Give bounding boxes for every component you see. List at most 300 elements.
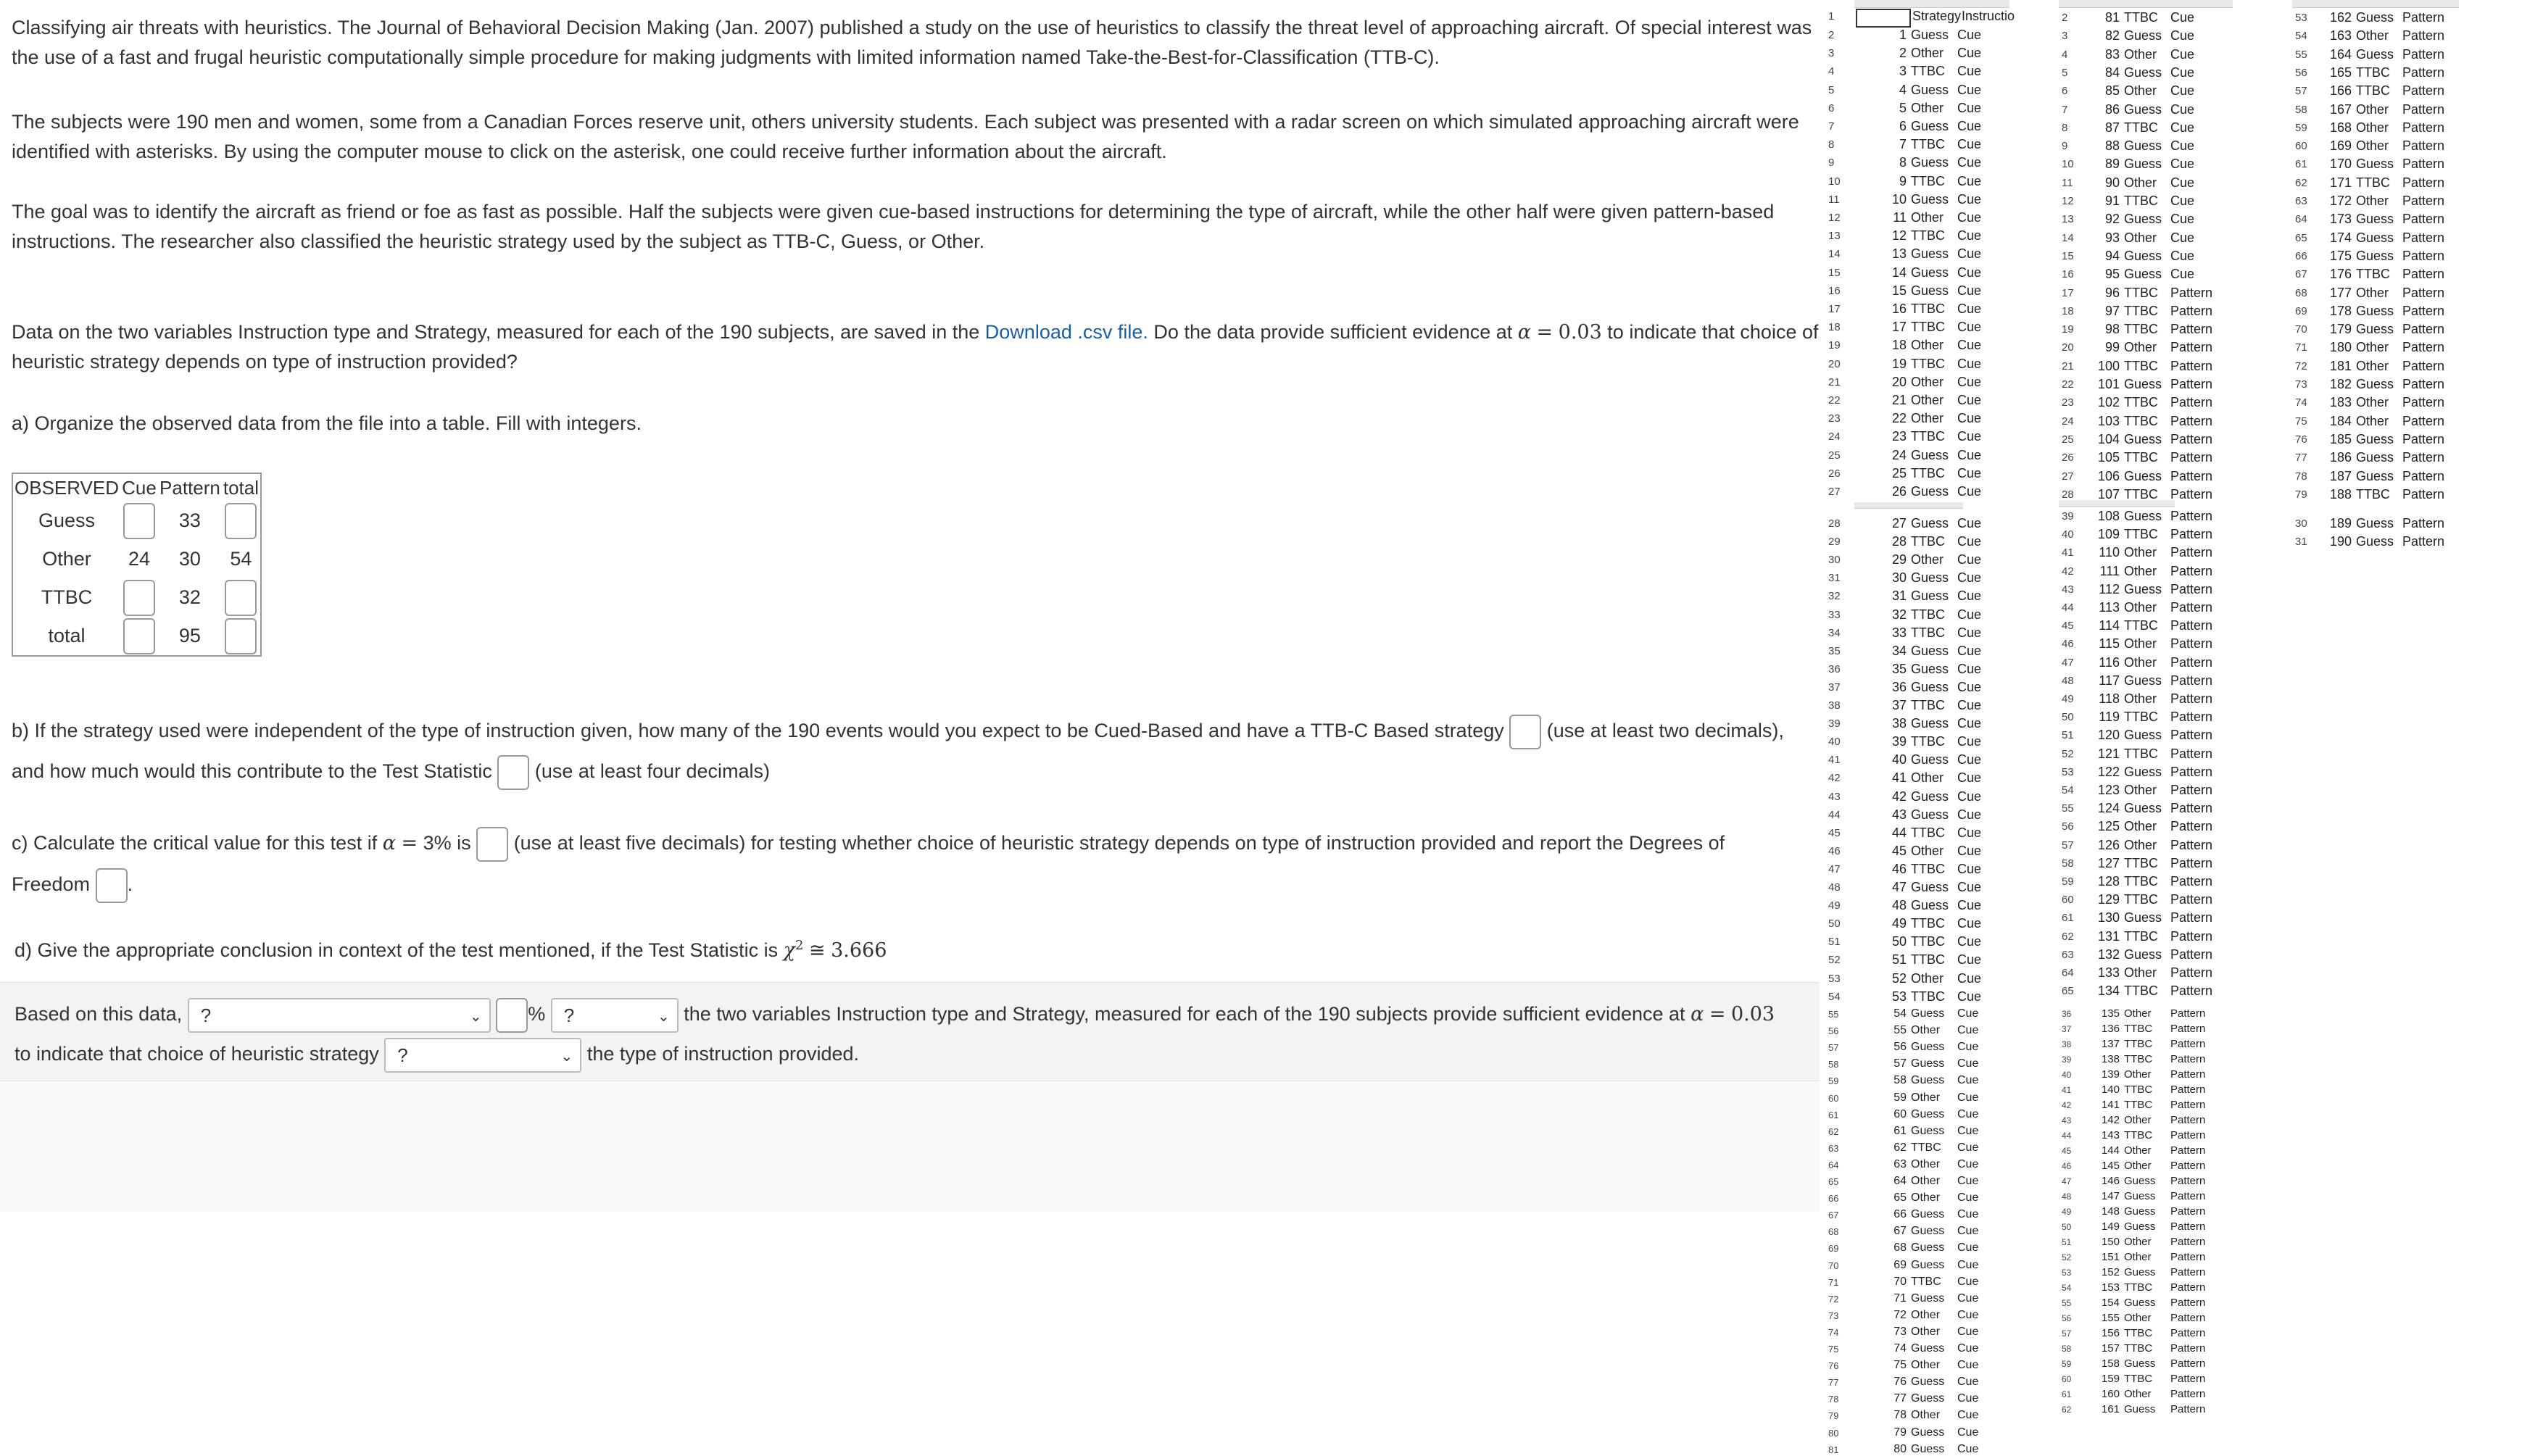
sheet-strategy: Guess (2124, 248, 2162, 263)
cell-value: 33 (178, 509, 201, 531)
sheet-id: 129 (2097, 892, 2120, 907)
sheet-strategy: Guess (2124, 1175, 2156, 1187)
sheet-instruction: Cue (1957, 1091, 1979, 1104)
sheet-strategy: Other (1911, 1409, 1941, 1422)
sheet-instruction: Pattern (2170, 892, 2213, 907)
expected-count-input[interactable] (1509, 715, 1541, 749)
percent-input[interactable] (496, 998, 528, 1033)
sheet-instruction: Cue (1957, 1074, 1979, 1087)
sheet-id: 23 (1891, 429, 1907, 444)
sheet-strategy: Guess (1911, 679, 1949, 694)
sheet-instruction: Cue (1957, 679, 1982, 694)
sheet-id: 7 (1899, 137, 1907, 152)
sheet-strategy: Guess (1911, 752, 1949, 767)
sheet-strategy: TTBC (2124, 1281, 2153, 1294)
sheet-id: 60 (1893, 1107, 1907, 1120)
row-number: 54 (2295, 30, 2307, 43)
row-number: 54 (1828, 990, 1841, 1003)
row-number: 47 (2062, 656, 2074, 669)
sheet-id: 161 (2101, 1403, 2120, 1415)
sheet-id: 147 (2101, 1190, 2120, 1202)
sheet-strategy: Guess (1911, 1426, 1945, 1439)
sheet-instruction: Cue (1957, 484, 1982, 499)
sheet-strategy: TTBC (2124, 928, 2158, 944)
row-number: 46 (2062, 638, 2074, 651)
sheet-strategy: Other (2124, 819, 2157, 834)
sheet-id: 159 (2101, 1373, 2120, 1385)
row-number: 45 (1828, 826, 1841, 839)
sheet-instruction: Pattern (2170, 1160, 2206, 1172)
sheet-id: 42 (1891, 789, 1907, 804)
observed-table (12, 473, 262, 657)
sheet-id: 35 (1891, 661, 1907, 676)
sheet-strategy: Guess (1911, 516, 1949, 531)
sheet-id: 4 (1899, 82, 1907, 97)
row-number: 34 (1828, 626, 1841, 639)
sheet-strategy: TTBC (2124, 395, 2158, 410)
sheet-id: 166 (2329, 83, 2352, 99)
sheet-instruction: Cue (2170, 230, 2195, 245)
sheet-strategy: Guess (2124, 267, 2162, 282)
sheet-strategy: Guess (2124, 65, 2162, 80)
sheet-strategy: Guess (2124, 431, 2162, 446)
sheet-id: 103 (2097, 413, 2120, 428)
sheet-instruction: Cue (1957, 1426, 1979, 1439)
sheet-strategy: Guess (1911, 1241, 1945, 1255)
row-number: 13 (1828, 230, 1841, 243)
sheet-strategy: Guess (1911, 1007, 1945, 1020)
sheet-id: 135 (2101, 1007, 2120, 1020)
sheet-id: 79 (1893, 1426, 1907, 1439)
sheet-instruction: Pattern (2170, 600, 2213, 615)
sheet-strategy: TTBC (1911, 625, 1945, 640)
sheet-strategy: Other (1911, 411, 1944, 426)
sheet-strategy: TTBC (1911, 534, 1945, 549)
sheet-strategy: Guess (2356, 212, 2394, 227)
sheet-id: 187 (2329, 468, 2352, 483)
sheet-instruction: Pattern (2402, 230, 2445, 245)
dependence-select[interactable]: ? ⌄ (384, 1038, 581, 1073)
sheet-id: 54 (1893, 1007, 1907, 1020)
sheet-strategy: TTBC (2124, 710, 2158, 725)
sheet-id: 112 (2099, 581, 2120, 596)
sheet-id: 34 (1891, 643, 1907, 658)
sheet-instruction: Pattern (2402, 175, 2445, 190)
row-number: 70 (1828, 1260, 1839, 1271)
ttbc-cue-input[interactable] (123, 580, 155, 616)
sheet-instruction: Pattern (2170, 1205, 2206, 1218)
row-number: 59 (2295, 121, 2307, 134)
blank-band (0, 1081, 1834, 1212)
sheet-instruction: Pattern (2170, 1129, 2206, 1141)
sheet-id: 138 (2101, 1053, 2120, 1065)
row-number: 14 (1828, 248, 1841, 261)
sheet-strategy: TTBC (1911, 173, 1945, 188)
sheet-id: 80 (1893, 1442, 1907, 1455)
row-number: 9 (1828, 157, 1835, 170)
sheet-id: 126 (2097, 837, 2120, 852)
sheet-strategy: Guess (2124, 509, 2162, 523)
sheet-strategy: TTBC (2124, 194, 2158, 208)
sheet-instruction: Cue (1957, 970, 1982, 986)
sheet-strategy: Other (2124, 340, 2157, 355)
row-number: 36 (2062, 1009, 2072, 1019)
row-number: 4 (1828, 65, 1835, 78)
sheet-strategy: Other (1911, 970, 1944, 986)
row-number: 67 (2295, 268, 2307, 281)
sheet-id: 139 (2101, 1068, 2120, 1081)
sheet-strategy: Guess (2124, 947, 2162, 962)
sheet-id: 55 (1893, 1024, 1907, 1037)
sheet-instruction: Pattern (2402, 194, 2445, 208)
sheet-instruction: Cue (1957, 643, 1982, 658)
sheet-instruction: Pattern (2170, 1175, 2206, 1187)
sheet-instruction: Pattern (2170, 1357, 2206, 1370)
row-number: 58 (2062, 1344, 2072, 1354)
row-number: 40 (1828, 736, 1841, 749)
sheet-instruction: Cue (1957, 625, 1982, 640)
sheet-id: 59 (1893, 1091, 1907, 1104)
sheet-id: 131 (2097, 928, 2120, 944)
sheet-instruction: Pattern (2402, 413, 2445, 428)
sheet-instruction: Pattern (2170, 1007, 2206, 1020)
sheet-strategy: Guess (1911, 588, 1949, 604)
sheet-instruction: Pattern (2402, 65, 2445, 80)
sheet-strategy: Guess (2124, 673, 2162, 688)
sheet-strategy: Other (2356, 138, 2389, 154)
row-number: 60 (1828, 1092, 1839, 1104)
row-number: 64 (1828, 1159, 1839, 1170)
sheet-strategy: Guess (2124, 1220, 2156, 1233)
sheet-strategy: Guess (1911, 789, 1949, 804)
sheet-id: 48 (1891, 898, 1907, 913)
sheet-id: 102 (2097, 395, 2120, 410)
sheet-id: 107 (2097, 486, 2120, 502)
sheet-strategy: Other (1911, 210, 1944, 225)
sheet-instruction: Cue (2170, 175, 2195, 190)
row-number: 81 (1828, 1444, 1839, 1455)
sheet-id: 14 (1891, 265, 1907, 280)
sheet-id: 141 (2101, 1099, 2120, 1111)
sheet-id: 58 (1893, 1074, 1907, 1087)
sheet-instruction: Cue (2170, 65, 2195, 80)
row-number: 52 (2062, 1252, 2072, 1262)
row-number: 26 (2062, 452, 2074, 465)
sheet-id: 185 (2329, 431, 2352, 446)
row-number: 49 (2062, 693, 2074, 705)
row-number: 15 (2062, 249, 2074, 262)
sheet-id: 31 (1891, 588, 1907, 604)
sheet-id: 36 (1891, 679, 1907, 694)
row-number: 62 (2062, 930, 2074, 943)
sheet-instruction: Pattern (2402, 267, 2445, 282)
sheet-instruction: Cue (2170, 194, 2195, 208)
sheet-strategy: Guess (1911, 191, 1949, 207)
sheet-instruction: Pattern (2402, 28, 2445, 43)
sheet-id: 167 (2329, 101, 2352, 117)
sheet-id: 117 (2099, 673, 2120, 688)
ttbc-total-input[interactable] (225, 580, 257, 616)
row-number: 5 (1828, 83, 1835, 96)
sheet-id: 46 (1891, 861, 1907, 876)
row-number: 28 (1828, 517, 1841, 530)
row-number: 51 (2062, 729, 2074, 742)
row-number: 42 (1828, 772, 1841, 785)
sheet-instruction: Cue (1957, 770, 1982, 786)
sheet-strategy: TTBC (1911, 137, 1945, 152)
total-cue-input[interactable] (123, 618, 155, 654)
sheet-instruction: Cue (1957, 825, 1982, 840)
sheet-strategy: Guess (2124, 138, 2162, 154)
sheet-instruction: Cue (1957, 807, 1982, 822)
sheet-strategy: Guess (1911, 283, 1949, 298)
sheet-instruction: Cue (1957, 137, 1982, 152)
sheet-id: 156 (2101, 1327, 2120, 1339)
sheet-strategy: Other (2124, 1388, 2152, 1400)
sheet-instruction: Cue (1957, 1291, 1979, 1305)
sheet-id: 110 (2099, 545, 2120, 560)
download-csv-link[interactable]: Download .csv file. (984, 321, 1148, 343)
row-number: 61 (1828, 1109, 1839, 1120)
cell-value: 30 (178, 548, 201, 570)
row-number: 63 (2295, 195, 2307, 207)
sheet-id: 128 (2097, 874, 2120, 889)
sheet-strategy: TTBC (2124, 1038, 2153, 1050)
cell-value: 95 (178, 625, 201, 646)
row-number: 56 (1828, 1026, 1839, 1037)
sheet-id: 10 (1891, 191, 1907, 207)
sheet-id: 120 (2097, 728, 2120, 743)
row-number: 18 (2062, 304, 2074, 317)
sheet-id: 104 (2097, 431, 2120, 446)
sheet-id: 51 (1891, 952, 1907, 968)
row-number: 39 (2062, 1054, 2072, 1065)
sheet-strategy: Other (1911, 1325, 1941, 1338)
sheet-instruction: Pattern (2170, 983, 2213, 999)
sheet-id: 180 (2329, 340, 2352, 355)
row-number: 42 (2062, 565, 2074, 578)
column-header-bar (2292, 0, 2459, 8)
sheet-instruction: Cue (2170, 267, 2195, 282)
guess-total-input[interactable] (225, 503, 257, 539)
sheet-id: 94 (2104, 248, 2120, 263)
sheet-instruction: Pattern (2170, 450, 2213, 465)
sheet-id: 27 (1891, 516, 1907, 531)
sheet-id: 149 (2101, 1220, 2120, 1233)
sheet-instruction: Cue (1957, 1157, 1979, 1170)
sheet-id: 75 (1893, 1359, 1907, 1372)
row-number: 52 (2062, 747, 2074, 760)
row-number: 65 (1828, 1176, 1839, 1187)
sheet-instruction: Cue (1957, 843, 1982, 858)
sheet-instruction: Pattern (2170, 431, 2213, 446)
sheet-id: 86 (2104, 101, 2120, 117)
sheet-instruction: Cue (1957, 447, 1982, 462)
sheet-instruction: Cue (1957, 1107, 1979, 1120)
row-number: 19 (1828, 339, 1841, 352)
sheet-id: 115 (2099, 636, 2120, 652)
sheet-strategy: Guess (1911, 898, 1949, 913)
critical-value-input[interactable] (476, 827, 508, 862)
sheet-strategy: Guess (1911, 1041, 1945, 1054)
sheet-strategy: TTBC (2124, 358, 2158, 373)
sheet-id: 111 (2099, 563, 2120, 578)
row-number: 58 (2062, 857, 2074, 870)
sheet-instruction: Cue (1957, 411, 1982, 426)
sheet-id: 90 (2104, 175, 2120, 190)
sheet-instruction: Cue (1957, 1007, 1979, 1020)
sheet-instruction: Pattern (2402, 10, 2445, 25)
sheet-strategy: TTBC (1911, 934, 1945, 949)
sheet-instruction: Cue (1957, 1342, 1979, 1355)
sheet-strategy: TTBC (2356, 65, 2390, 80)
sheet-instruction: Cue (1957, 191, 1982, 207)
sheet-instruction: Pattern (2402, 340, 2445, 355)
sheet-instruction: Cue (1957, 1191, 1979, 1205)
sheet-instruction: Pattern (2170, 1312, 2206, 1324)
row-number: 7 (1828, 120, 1835, 133)
sheet-instruction: Cue (1957, 1175, 1979, 1187)
guess-cue-input[interactable] (123, 503, 155, 539)
sheet-id: 19 (1891, 356, 1907, 371)
sheet-instruction: Cue (1957, 82, 1982, 97)
row-number: 66 (2295, 249, 2307, 262)
sheet-id: 91 (2104, 194, 2120, 208)
sheet-strategy: TTBC (2356, 83, 2390, 99)
sheet-id: 136 (2101, 1023, 2120, 1035)
sheet-id: 11 (1893, 210, 1907, 225)
reject-select[interactable]: ? ⌄ (188, 998, 491, 1033)
sufficiency-select[interactable]: ? ⌄ (551, 998, 679, 1033)
sheet-instruction: Pattern (2170, 1083, 2206, 1096)
sheet-strategy: Guess (2356, 450, 2394, 465)
sheet-instruction: Pattern (2170, 1342, 2206, 1355)
row-number: 68 (1828, 1226, 1839, 1238)
sheet-instruction: Pattern (2402, 322, 2445, 337)
sheet-id: 146 (2101, 1175, 2120, 1187)
row-number: 42 (2062, 1100, 2072, 1110)
sheet-instruction: Pattern (2402, 285, 2445, 300)
row-number: 30 (2295, 517, 2307, 530)
sheet-instruction: Cue (1957, 1359, 1979, 1372)
selected-cell (1856, 9, 1911, 28)
row-number: 29 (1828, 536, 1841, 549)
row-number: 16 (2062, 268, 2074, 281)
sheet-id: 20 (1891, 374, 1907, 389)
row-number: 54 (2062, 784, 2074, 796)
sheet-strategy: Other (2356, 285, 2389, 300)
sheet-strategy: TTBC (1911, 356, 1945, 371)
sheet-id: 186 (2329, 450, 2352, 465)
sheet-id: 174 (2329, 230, 2352, 245)
sheet-id: 41 (1891, 770, 1907, 786)
sheet-instruction: Pattern (2170, 413, 2213, 428)
sheet-instruction: Pattern (2170, 837, 2213, 852)
sheet-instruction: Cue (2170, 46, 2195, 62)
grand-total-input[interactable] (225, 618, 257, 654)
sheet-strategy: Guess (2356, 303, 2394, 318)
sheet-instruction: Pattern (2170, 1190, 2206, 1202)
sheet-instruction: Pattern (2402, 101, 2445, 117)
sheet-id: 173 (2329, 212, 2352, 227)
sheet-instruction: Cue (1957, 1024, 1979, 1037)
row-label: TTBC (41, 586, 93, 608)
sheet-strategy: TTBC (1911, 916, 1945, 931)
sheet-strategy: TTBC (1911, 228, 1945, 244)
sheet-instruction: Pattern (2402, 138, 2445, 154)
part-b-text: b) If the strategy used were independent of the type of instruction given, how many of the 190 events would you expect to be Cued-Based and have a TTB-C Based strategy (use at least two decimals), and how much would this contribute to the Test Statistic (use at least four decimals) (12, 710, 1831, 791)
row-number: 77 (1828, 1377, 1839, 1389)
sheet-strategy: Other (2124, 1114, 2152, 1126)
sheet-instruction: Pattern (2402, 395, 2445, 410)
sheet-id: 175 (2329, 248, 2352, 263)
row-number: 60 (2295, 140, 2307, 153)
row-number: 10 (2062, 158, 2074, 171)
sheet-strategy: Other (1911, 1359, 1941, 1372)
row-number: 69 (2295, 304, 2307, 317)
sheet-strategy: Other (2124, 600, 2157, 615)
sheet-strategy: TTBC (2124, 1342, 2153, 1355)
sheet-strategy: TTBC (1911, 465, 1945, 481)
sheet-strategy: Guess (2124, 157, 2162, 172)
row-number: 46 (2062, 1161, 2072, 1171)
sheet-instruction: Cue (1957, 989, 1982, 1004)
header-instruction: Instructio (1962, 9, 2015, 23)
sheet-instruction: Cue (1957, 356, 1982, 371)
sheet-id: 158 (2101, 1357, 2120, 1370)
sheet-strategy: Guess (1911, 1258, 1945, 1271)
row-number: 59 (1828, 1076, 1839, 1087)
row-number: 41 (2062, 546, 2074, 559)
sheet-id: 85 (2104, 83, 2120, 99)
sheet-instruction: Pattern (2170, 1038, 2206, 1050)
sheet-instruction: Pattern (2170, 710, 2213, 725)
sheet-instruction: Cue (1957, 698, 1982, 712)
sheet-instruction: Cue (1957, 1409, 1979, 1422)
sheet-id: 5 (1899, 100, 1907, 115)
sheet-instruction: Cue (1957, 1041, 1979, 1054)
row-number: 67 (1828, 1210, 1839, 1221)
sheet-strategy: Other (1911, 1308, 1941, 1321)
row-number: 18 (1828, 321, 1841, 334)
row-number: 16 (1828, 284, 1841, 297)
row-number: 63 (2062, 948, 2074, 961)
sheet-instruction: Pattern (2170, 691, 2213, 706)
sheet-instruction: Pattern (2402, 46, 2445, 62)
degrees-of-freedom-input[interactable] (96, 868, 128, 903)
sheet-instruction: Pattern (2170, 486, 2213, 502)
sheet-instruction: Pattern (2170, 395, 2213, 410)
row-number: 72 (1828, 1293, 1839, 1305)
sheet-instruction: Cue (1957, 228, 1982, 244)
sheet-strategy: Other (2124, 691, 2157, 706)
row-number: 43 (1828, 790, 1841, 803)
sheet-instruction: Cue (1957, 1141, 1979, 1154)
sheet-strategy: TTBC (1911, 861, 1945, 876)
sheet-strategy: Guess (2124, 1403, 2156, 1415)
row-number: 48 (1828, 881, 1841, 894)
sheet-strategy: TTBC (2356, 267, 2390, 282)
sheet-strategy: Guess (2124, 1205, 2156, 1218)
sheet-id: 25 (1891, 465, 1907, 481)
row-number: 73 (1828, 1310, 1839, 1321)
row-number: 25 (2062, 433, 2074, 446)
sheet-instruction: Cue (1957, 1208, 1979, 1221)
contribution-input[interactable] (497, 755, 529, 790)
sheet-strategy: Guess (1911, 155, 1949, 170)
row-number: 20 (2062, 341, 2074, 354)
row-number: 59 (2062, 875, 2074, 888)
